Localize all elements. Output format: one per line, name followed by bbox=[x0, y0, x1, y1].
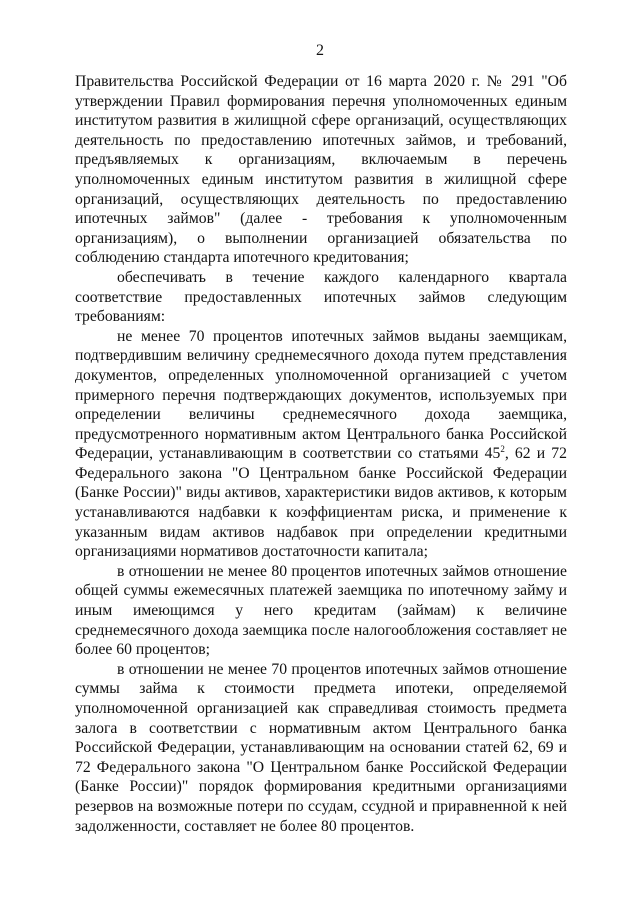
paragraph-loan-to-value: в отношении не менее 70 процентов ипотечных займов отношение суммы займа к стоимости предмета ипотеки, определяемой уполномоченной организацией как справедливая стоимость предмета залога в соответствии с нормативным актом Центрального банка Российской Федерации, устанавливающим на основании статей 62, 69 и 72 Федерального закона "О Центральном банке Российской Федерации (Банке России)" порядок формирования кредитными организациями резервов на возможные потери по ссудам, ссудной и приравненной к ней задолженности, составляет не более 80 процентов. bbox=[75, 660, 567, 835]
paragraph-resolution-reference: Правительства Российской Федерации от 16 марта 2020 г. № 291 "Об утверждении Правил формирования перечня уполномоченных единым институтом развития в жилищной сфере организаций, осуществляющих деятельность по предоставлению ипотечных займов, и требований, предъявляемых к организациям, включаемым в перечень уполномоченных единым институтом развития в жилищной сфере организаций, осуществляющих деятельность по предоставлению ипотечных займов" (далее - требования к уполномоченным организациям), о выполнении организацией обязательства по соблюдению стандарта ипотечного кредитования; bbox=[75, 73, 567, 267]
page-number: 2 bbox=[316, 42, 324, 59]
paragraph-quarterly-requirement: обеспечивать в течение каждого календарного квартала соответствие предоставленных ипотечных займов следующим требованиям: bbox=[75, 268, 567, 326]
document-body bbox=[75, 72, 567, 836]
paragraph-income-text-start: не менее 70 процентов ипотечных займов выданы заемщикам, подтвердившим величину среднемесячного дохода путем представления документов, определенных уполномоченной организацией с учетом примерного перечня подтверждающих документов, используемых при определении величины среднемесячного дохода заемщика, предусмотренного нормативным актом Центрального банка Российской Федерации, устанавливающим в соответствии со статьями 45 bbox=[75, 327, 567, 463]
paragraph-payment-ratio: в отношении не менее 80 процентов ипотечных займов отношение общей суммы ежемесячных платежей заемщика по ипотечному займу и иным имеющимся у него кредитам (займам) к величине среднемесячного дохода заемщика после налогообложения составляет не более 60 процентов; bbox=[75, 562, 567, 659]
article-superscript: 2 bbox=[500, 444, 505, 455]
paragraph-income-text-end: , 62 и 72 Федерального закона "О Центральном банке Российской Федерации (Банке России)" виды активов, характеристики видов активов, к которым устанавливаются надбавки к коэффициентам риска, и применение к указанным видам активов надбавок при определении кредитными организациями нормативов достаточности капитала; bbox=[75, 445, 567, 561]
paragraph-income-confirmation bbox=[75, 327, 567, 562]
